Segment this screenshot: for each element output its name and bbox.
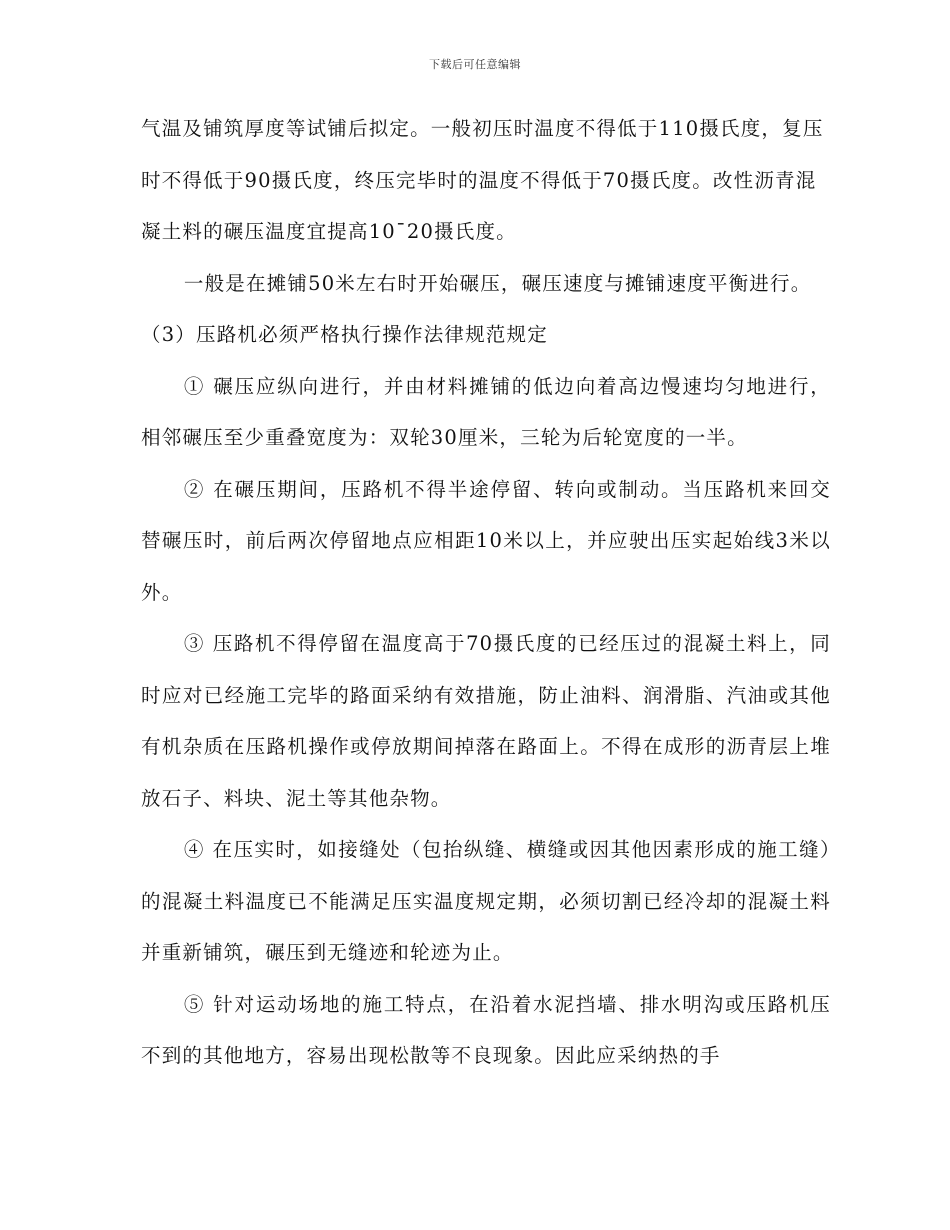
section-heading: （3）压路机必须严格执行操作法律规范规定 <box>141 323 548 346</box>
paragraph-rolling-start: 一般是在摊铺50米左右时开始碾压，碾压速度与摊铺速度平衡进行。 <box>183 271 812 295</box>
page-header: 下载后可任意编辑 <box>429 58 521 71</box>
paragraph-item-5: ⑤ 针对运动场地的施工特点，在沿着水泥挡墙、排水明沟或压路机压不到的其他地方，容易出现松散等不良现象。因此应采纳热的手 <box>141 992 831 1067</box>
paragraph-item-2: ② 在碾压期间，压路机不得半途停留、转向或制动。当压路机来回交替碾压时，前后两次停留地点应相距10米以上，并应驶出压实起始线3米以外。 <box>141 477 831 604</box>
paragraph-continuation: 气温及铺筑厚度等试铺后拟定。一般初压时温度不得低于110摄氏度，复压时不得低于90摄氏度，终压完毕时的温度不得低于70摄氏度。改性沥青混凝土料的碾压温度宜提高10¯20摄氏度。 <box>141 117 824 243</box>
paragraph-item-1: ① 碾压应纵向进行，并由材料摊铺的低边向着高边慢速均匀地进行，相邻碾压至少重叠宽度为：双轮30厘米，三轮为后轮宽度的一半。 <box>141 374 831 449</box>
paragraph-item-4: ④ 在压实时，如接缝处（包抬纵缝、横缝或因其他因素形成的施工缝）的混凝土料温度已不能满足压实温度规定期，必须切割已经冷却的混凝土料并重新铺筑，碾压到无缝迹和轮迹为止。 <box>141 838 831 964</box>
document-body <box>141 103 831 1082</box>
paragraph-item-3: ③ 压路机不得停留在温度高于70摄氏度的已经压过的混凝土料上，同时应对已经施工完毕的路面采纳有效措施，防止油料、润滑脂、汽油或其他有机杂质在压路机操作或停放期间掉落在路面上。不得在成形的沥青层上堆放石子、料块、泥土等其他杂物。 <box>141 632 831 810</box>
